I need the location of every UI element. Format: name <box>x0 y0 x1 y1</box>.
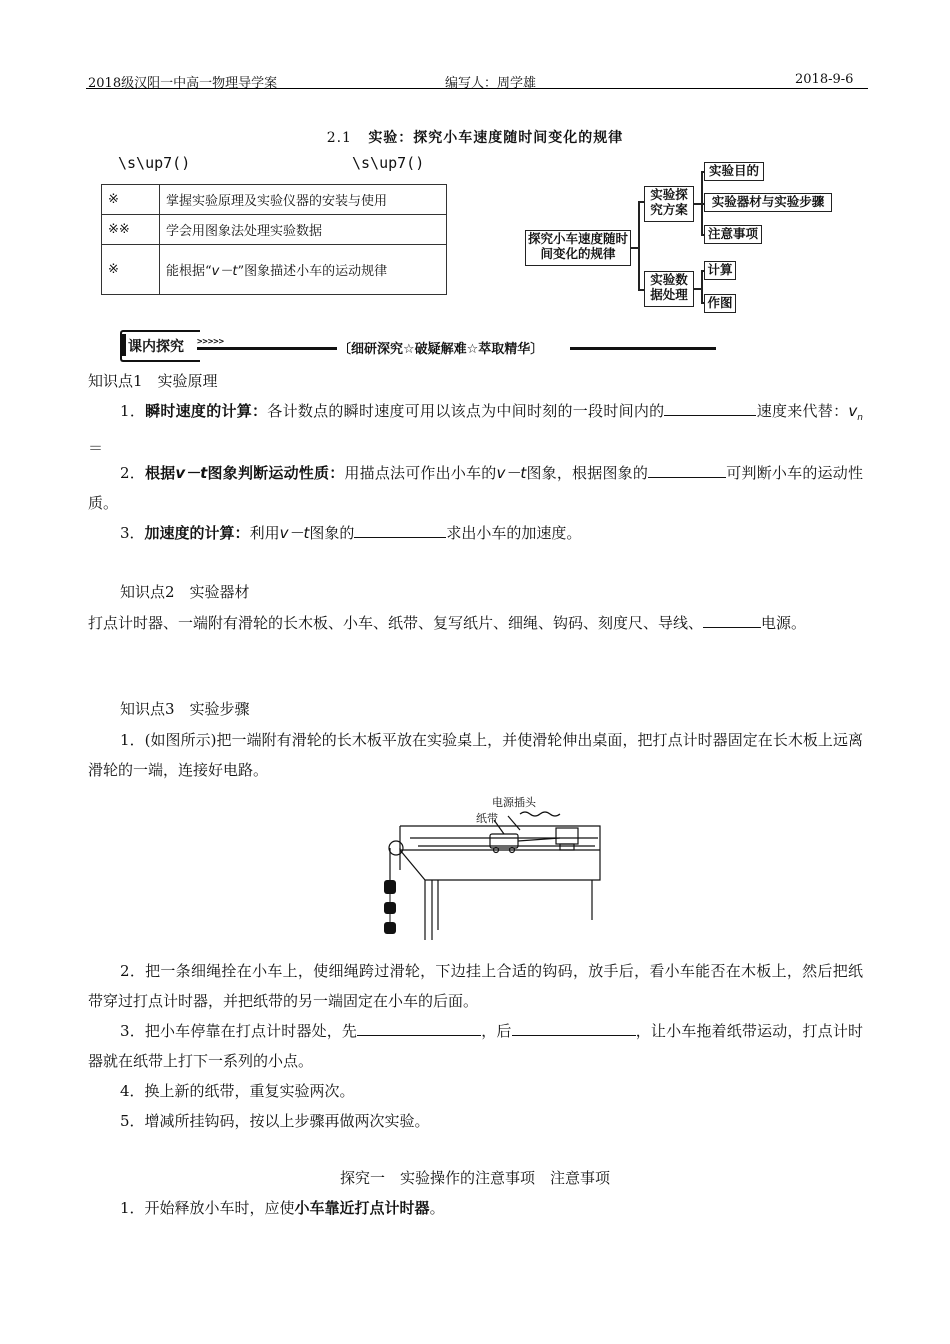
label-plug: 电源插头 <box>492 796 536 809</box>
mindmap-item-notes: 注意事项 <box>704 225 762 244</box>
mindmap-item-purpose: 实验目的 <box>704 162 764 181</box>
step3-text-a: 3．把小车停靠在打点计时器处，先 <box>120 1022 358 1040</box>
item-sub: n <box>857 413 863 423</box>
goal-row <box>102 185 447 215</box>
kp3-step-3 <box>88 1016 863 1076</box>
fill-blank <box>357 1019 481 1036</box>
mindmap-root: 探究小车速度随时间变化的规律 <box>525 230 631 266</box>
item-var: v－t <box>175 464 208 482</box>
item-num: 1． <box>120 402 146 420</box>
fill-blank <box>512 1019 636 1036</box>
goal-stars: ※ <box>102 185 160 215</box>
kp1-title: 知识点1 实验原理 <box>88 372 218 390</box>
header-left: 2018级汉阳一中高一物理导学案 <box>88 76 278 91</box>
item-var: v－t <box>279 524 310 542</box>
step3-text-b: ，后 <box>481 1022 512 1040</box>
explore1-text-post: 。 <box>429 1199 445 1217</box>
page-title <box>0 127 950 147</box>
header-center: 编写人：周学雄 <box>445 76 537 91</box>
kp2-text-post: 电源。 <box>761 614 807 632</box>
goal-text-pre: 能根据“ <box>166 264 212 279</box>
item-text: 利用 <box>249 524 280 542</box>
banner-label: 课内探究 <box>128 339 184 355</box>
goal-text: 掌握实验原理及实验仪器的安装与使用 <box>160 185 447 215</box>
explore1-title: 探究一 实验操作的注意事项 注意事项 <box>339 1169 610 1187</box>
item-bold: 加速度的计算： <box>144 524 250 542</box>
kp2-text-pre: 打点计时器、一端附有滑轮的长木板、小车、纸带、复写纸片、细绳、钩码、刻度尺、导线、 <box>88 614 704 632</box>
kp3-title: 知识点3 实验步骤 <box>120 700 250 718</box>
item-bold: 根据 <box>144 464 176 482</box>
mindmap-item-plot: 作图 <box>704 294 736 313</box>
item-text: 用描点法可作出小车的 <box>344 464 497 482</box>
mindmap-branch-plan: 实验探究方案 <box>644 186 694 222</box>
kp2-title: 知识点2 实验器材 <box>120 583 250 601</box>
mindmap-item-calc: 计算 <box>704 261 736 280</box>
fill-blank <box>664 399 756 416</box>
mindmap-branch-data: 实验数据处理 <box>644 271 694 307</box>
item-text: ＝ <box>88 439 104 457</box>
item-text: 图象，根据图象的 <box>526 464 649 482</box>
goal-text-post: ”图象描述小车的运动规律 <box>237 264 388 279</box>
mindmap-item-equipment-steps: 实验器材与实验步骤 <box>704 193 832 212</box>
goal-text-var: v－t <box>211 264 238 279</box>
item-bold: 图象判断运动性质： <box>207 464 345 482</box>
fill-blank <box>703 611 761 628</box>
fill-blank <box>648 461 726 478</box>
item-num: 2． <box>120 464 145 482</box>
goal-stars: ※※ <box>102 215 160 245</box>
item-var: v－t <box>496 464 527 482</box>
item-var: v <box>848 402 858 420</box>
item-text: 可判断小车的运动性质。 <box>88 464 863 512</box>
title-text: 实验：探究小车速度随时间变化的规律 <box>368 130 624 146</box>
goals-table <box>101 184 447 295</box>
item-num: 3． <box>120 524 145 542</box>
explore1-text-bold: 小车靠近打点计时器 <box>294 1199 430 1217</box>
goal-row <box>102 215 447 245</box>
item-text: 速度来代替： <box>756 402 849 420</box>
kp3-step-4: 4．换上新的纸带，重复实验两次。 <box>120 1082 355 1100</box>
item-bold: 瞬时速度的计算： <box>145 402 268 420</box>
field-code-left: \s\up7() <box>118 154 191 172</box>
step3-text-c: ，让小车拖着纸带运动，打点计时器就在纸带上打下一系列的小点。 <box>88 1022 863 1070</box>
kp1-item-2 <box>88 458 863 518</box>
kp3-step-1: 1．(如图所示)把一端附有滑轮的长木板平放在实验桌上，并使滑轮伸出桌面，把打点计时器固定在长木板上远离滑轮的一端，连接好电路。 <box>88 731 863 779</box>
header-rule <box>86 88 868 89</box>
banner-slogan: 〔细研深究☆破疑解难☆萃取精华〕 <box>338 342 544 357</box>
explore1-text-pre: 1．开始释放小车时，应使 <box>120 1199 295 1217</box>
apparatus-figure <box>370 790 610 940</box>
item-text: 图象的 <box>309 524 355 542</box>
fill-blank <box>354 521 446 538</box>
header-right: 2018-9-6 <box>795 72 854 87</box>
kp3-step-5: 5．增减所挂钩码，按以上步骤再做两次实验。 <box>120 1112 430 1130</box>
item-text: 求出小车的加速度。 <box>446 524 582 542</box>
kp1-item-1 <box>88 396 863 463</box>
kp2-text <box>88 608 863 638</box>
title-number: 2.1 <box>326 130 352 146</box>
goal-text: 学会用图象法处理实验数据 <box>160 215 447 245</box>
goal-row <box>102 245 447 295</box>
label-tape: 纸带 <box>476 812 498 825</box>
item-text: 各计数点的瞬时速度可用以该点为中间时刻的一段时间内的 <box>267 402 665 420</box>
goal-text <box>160 245 447 295</box>
banner-arrows: >>>>> <box>197 337 225 347</box>
kp3-step-2: 2．把一条细绳拴在小车上，使细绳跨过滑轮，下边挂上合适的钩码，放手后，看小车能否在木板上，然后把纸带穿过打点计时器，并把纸带的另一端固定在小车的后面。 <box>88 962 863 1010</box>
kp1-item-3 <box>88 518 863 548</box>
field-code-right: \s\up7() <box>352 154 425 172</box>
goal-stars: ※ <box>102 245 160 295</box>
explore1-item-1 <box>88 1193 863 1223</box>
